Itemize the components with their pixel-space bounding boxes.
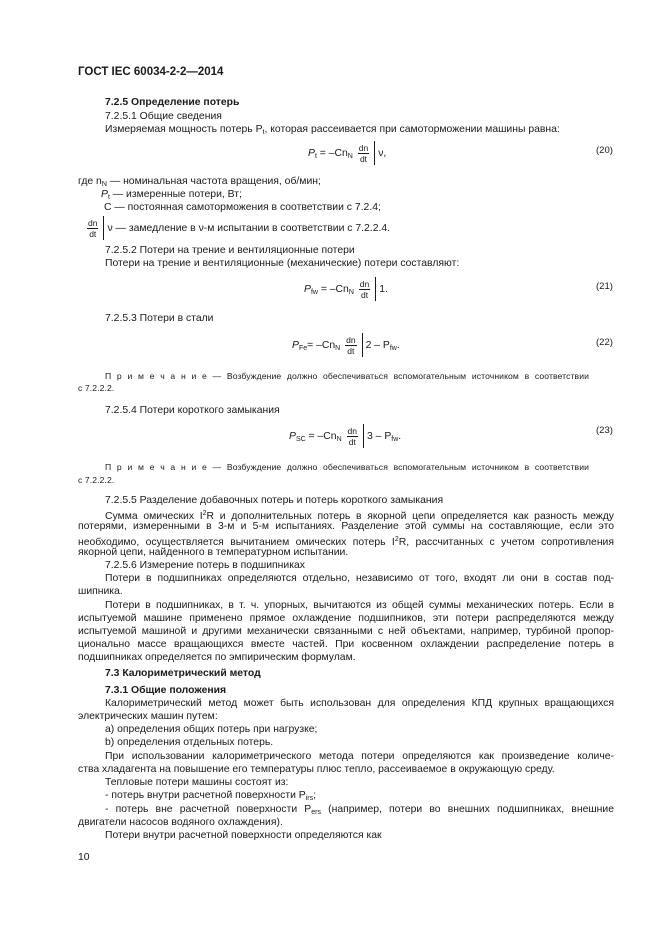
section-7-2-5-1-intro: Измеряемая мощность потерь $P_t$, которая рассеивается при самоторможении машины равна: bbox=[105, 124, 560, 136]
list-item-b: b) определения отдельных потерь. bbox=[105, 737, 274, 748]
dash-item-1: - потерь внутри расчетной поверхности $P_{irs}$; bbox=[105, 790, 316, 802]
section-7-2-5-6-p2-line-2: испытуемой машине применено прямое охлаждение подшипников, эти потери распределяются между bbox=[78, 613, 614, 624]
where-line-1: где $n_N$ — номинальная частота вращения, об/мин; bbox=[78, 176, 321, 188]
section-7-2-5-4-title: 7.2.5.4 Потери короткого замыкания bbox=[105, 405, 280, 416]
section-7-2-5-3-title: 7.2.5.3 Потери в стали bbox=[105, 313, 214, 324]
note-2-line-2: с 7.2.2.2. bbox=[78, 475, 115, 485]
document-header: ГОСТ IEC 60034-2-2—2014 bbox=[78, 66, 224, 78]
section-7-2-5-2-text: Потери на трение и вентиляционные (механические) потери составляют: bbox=[105, 258, 460, 269]
section-7-2-5-title: 7.2.5 Определение потерь bbox=[105, 97, 240, 108]
equation-20-number: (20) bbox=[596, 145, 613, 156]
section-7-3-1-line-1: Калориметрический метод может быть использован для определения КПД крупных вращающихся bbox=[105, 698, 614, 709]
section-7-2-5-5-line-2: потерями, измеренными в 3-м и 5-м испытаниях. Разделение этой суммы на составляющие, если это bbox=[78, 521, 614, 532]
section-7-3-1-last-line: Потери внутри расчетной поверхности определяются как bbox=[105, 830, 382, 841]
where-line-3: C — постоянная самоторможения в соответствии с 7.2.4; bbox=[104, 202, 381, 213]
note-2-line-1: П р и м е ч а н и е — Возбуждение должно обеспечиваться вспомогательным источником в соответствии bbox=[105, 462, 589, 472]
equation-23: $P_{SC} = -Cn_N$ $\frac{dn}{dt}$ $3 - P_{fw}$. bbox=[289, 425, 402, 447]
section-7-2-5-2-title: 7.2.5.2 Потери на трение и вентиляционные потери bbox=[105, 245, 355, 256]
where-line-4: $\frac{dn}{dt}$ ν — замедление в ν-м испытании в соответствии с 7.2.2.4. bbox=[88, 217, 391, 239]
section-7-2-5-6-p1-line-2: шипника. bbox=[78, 586, 123, 597]
section-7-2-5-1-title: 7.2.5.1 Общие сведения bbox=[105, 111, 222, 122]
equation-22: $P_{Fe}= -Cn_N$ $\frac{dn}{dt}$ $2 - P_{fw}$. bbox=[292, 334, 400, 356]
equation-22-number: (22) bbox=[596, 337, 613, 348]
list-item-a: a) определения общих потерь при нагрузке; bbox=[105, 724, 318, 735]
section-7-2-5-5-line-4: якорной цепи, найденного в температурном испытании. bbox=[78, 547, 349, 558]
section-7-3-1-p2-line-2: ства хладагента на повышение его температуры плюс тепло, рассеиваемое в окружающую среду. bbox=[78, 764, 555, 775]
note-1-line-2: с 7.2.2.2. bbox=[78, 383, 115, 393]
section-7-3-1-line-2: электрических машин путем: bbox=[78, 711, 218, 722]
section-7-2-5-6-title: 7.2.5.6 Измерение потерь в подшипниках bbox=[105, 560, 305, 571]
section-7-2-5-6-p2-line-3: испытуемой машиной и другими механически связанными с ней объектами, например, турбиной пропор- bbox=[78, 626, 614, 637]
section-7-2-5-6-p2-line-1: Потери в подшипниках, в т. ч. упорных, вычитаются из общей суммы механических потерь. Если в bbox=[105, 600, 614, 611]
section-7-2-5-5-line-3: необходимо, осуществляется вычитанием омических потерь $I^2R$, рассчитанных с учетом сопротивления bbox=[78, 536, 614, 548]
section-7-2-5-6-p1-line-1: Потери в подшипниках определяются отдельно, независимо от того, входят ли они в состав под- bbox=[105, 573, 614, 584]
section-7-2-5-6-p2-line-4: ционально массе вращающихся вместе частей. При косвенном охлаждении распределение потерь в bbox=[78, 639, 614, 650]
equation-23-number: (23) bbox=[596, 425, 613, 436]
dash-item-2-continued: двигатели насосов водяного охлаждения). bbox=[78, 817, 283, 828]
equation-21-number: (21) bbox=[596, 281, 613, 292]
equation-20: $P_t = -Cn_N$ $\frac{dn}{dt}$ ν, bbox=[308, 142, 387, 164]
section-7-2-5-5-title: 7.2.5.5 Разделение добавочных потерь и потерь короткого замыкания bbox=[105, 495, 444, 506]
note-1-line-1: П р и м е ч а н и е — Возбуждение должно обеспечиваться вспомогательным источником в соответствии bbox=[105, 371, 589, 381]
section-7-3-title: 7.3 Калориметрический метод bbox=[105, 668, 261, 679]
section-7-3-1-p2-line-1: При использовании калориметрического метода потери определяются как произведение количе- bbox=[105, 751, 614, 762]
page-number: 10 bbox=[78, 852, 90, 863]
section-7-3-1-title: 7.3.1 Общие положения bbox=[105, 685, 227, 696]
where-line-2: $P_t$ — измеренные потери, Вт; bbox=[101, 189, 242, 201]
section-7-2-5-6-p2-line-5: подшипниках определяется по эмпирическим формулам. bbox=[78, 652, 356, 663]
equation-21: $P_{fw} = -Cn_N$ $\frac{dn}{dt}$ 1. bbox=[304, 278, 388, 300]
dash-item-2: - потерь вне расчетной поверхности $P_{ers}$ (например, потери во внешних подшипниках, внешние bbox=[105, 804, 614, 816]
section-7-2-5-5-line-1: Сумма омических $I^2R$ и дополнительных потерь в якорной цепи определяется как разность между bbox=[105, 510, 614, 522]
section-7-3-1-heat-losses: Тепловые потери машины состоят из: bbox=[105, 777, 289, 788]
